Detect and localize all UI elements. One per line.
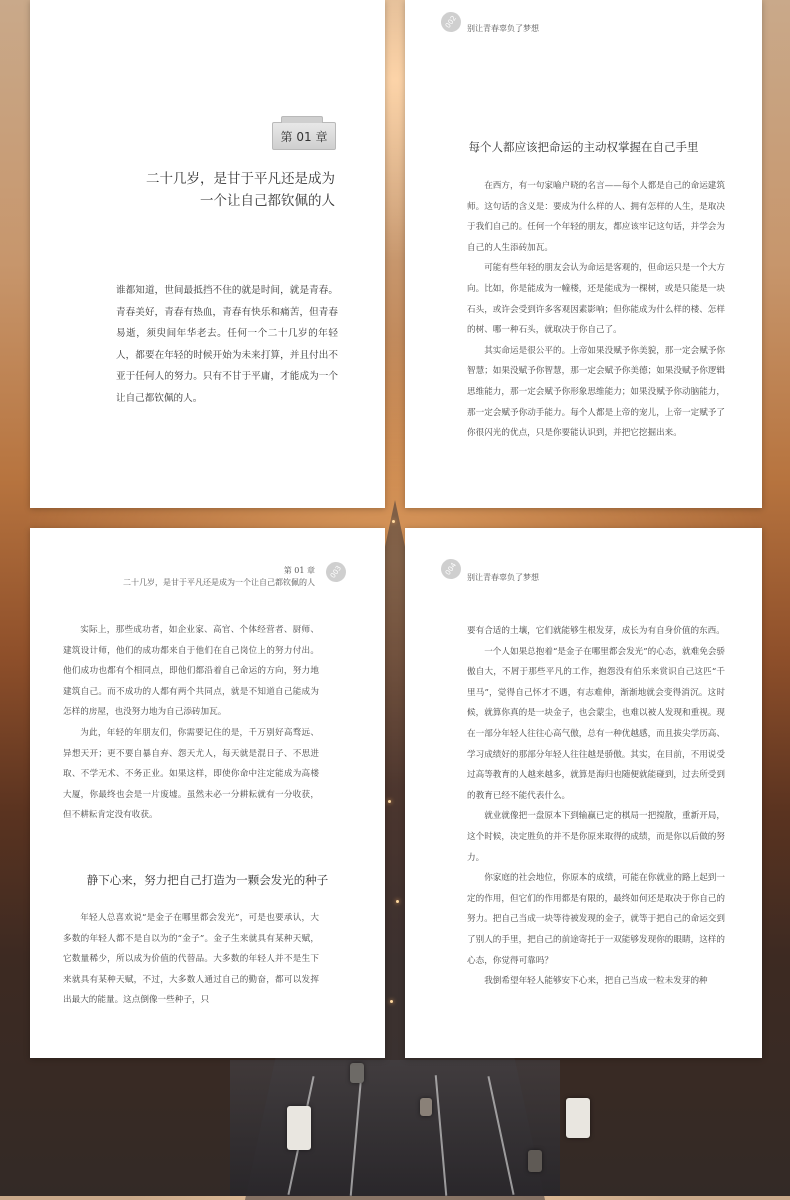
running-head: 别让青春辜负了梦想 xyxy=(467,573,539,582)
distant-light xyxy=(396,900,399,903)
body-text xyxy=(63,908,319,1011)
paragraph: 年轻人总喜欢说“是金子在哪里都会发光”，可是也要承认，大多数的年轻人都不是自以为的“金子”。金子生来就具有某种天赋，它数量稀少，所以成为价值的代替品。大多数的年轻人并不是生下来就具有某种天赋，不过，大多数人通过自己的勤奋，都可以发挥出最大的能量。这点倒像一些种子，只 xyxy=(63,913,319,1006)
page-number-badge xyxy=(322,558,350,586)
paragraph: 可能有些年轻的朋友会认为命运是客观的，但命运只是一个大方向。比如，你是能成为一幢楼，还是能成为一棵树，或是只能是一块石头，或许会受到许多客观因素影响；但你能成为什么样的楼、怎样的树、哪一种石头，就取决于你自己了。 xyxy=(467,263,725,336)
page-number: 004 xyxy=(443,561,459,577)
chapter-intro: 谁都知道，世间最抵挡不住的就是时间，就是青春。青春美好，青春有热血，青春有快乐和痛苦，但青春易逝，须臾间年华老去。任何一个二十几岁的年轻人，都要在年轻的时候开始为未来打算，并且付出不亚于任何人的努力。只有不甘于平庸，才能成为一个让自己都钦佩的人。 xyxy=(116,285,338,404)
paragraph: 实际上，那些成功者，如企业家、高官、个体经营者、厨师、建筑设计师，他们的成功都来自于他们在自己岗位上的努力付出。他们成功也都有个相同点，即他们都沿着自己命运的方向，努力地建筑自己。而不成功的人都有两个共同点，就是不知道自己能成为怎样的房屋，也没努力地为自己添砖加瓦。 xyxy=(63,625,319,718)
book-page-chapter-opener xyxy=(30,0,385,508)
distant-light xyxy=(390,1000,393,1003)
body-text xyxy=(467,176,725,444)
chapter-title xyxy=(146,168,335,212)
book-page-003 xyxy=(30,528,385,1058)
page-number-badge xyxy=(437,555,465,583)
page-number: 002 xyxy=(443,14,459,30)
section-heading: 每个人都应该把命运的主动权掌握在自己手里 xyxy=(468,140,699,154)
paragraph: 你家庭的社会地位，你原本的成绩，可能在你就业的路上起到一定的作用，但它们的作用都是有限的，最终如何还是取决于你自己的努力。把自己当成一块等待被发现的金子，就等于把自己的命运交到了别人的手里，把自己的前途寄托于一双能够发现你的眼睛，这样的心态，你觉得可靠吗？ xyxy=(467,873,725,966)
page-number-badge xyxy=(437,8,465,36)
running-head-title: 二十几岁，是甘于平凡还是成为一个让自己都钦佩的人 xyxy=(123,578,315,587)
distant-light xyxy=(388,800,391,803)
paragraph: 要有合适的土壤，它们就能够生根发芽，成长为有自身价值的东西。 xyxy=(467,626,725,636)
car xyxy=(350,1063,364,1083)
paragraph: 其实命运是很公平的。上帝如果没赋予你美貌，那一定会赋予你智慧；如果没赋予你智慧，那一定会赋予你美德；如果没赋予你逻辑思维能力，那一定会赋予你形象思维能力；如果没赋予你动脑能力，那一定会赋予你动手能力。每个人都是上帝的宠儿，上帝一定赋予了你很闪光的优点，只是你要能认识到，并把它挖掘出来。 xyxy=(467,345,725,439)
chapter-title-line: 一个让自己都钦佩的人 xyxy=(200,193,335,209)
book-page-002 xyxy=(405,0,762,508)
distant-light xyxy=(392,520,395,523)
paragraph: 就业就像把一盘原本下到输赢已定的棋局一把搅散，重新开局，这个时候，决定胜负的并不是你原来取得的成绩，而是你以后做的努力。 xyxy=(467,811,725,863)
paragraph: 在西方，有一句家喻户晓的名言——每个人都是自己的命运建筑师。这句话的含义是：要成为什么样的人、拥有怎样的人生，是取决于我们自己的。任何一个年轻的朋友，都应该牢记这句话，并学会为自己的人生添砖加瓦。 xyxy=(467,181,725,253)
paragraph: 为此，年轻的年朋友们，你需要记住的是，千万别好高骛远、异想天开；更不要自暴自弃、怨天尤人，每天就是混日子、不思进取、不学无术、不务正业。如果这样，即使你命中注定能成为高楼大厦，你最终也会是一片废墟。虽然未必一分耕耘就有一分收获，但不耕耘肯定没有收获。 xyxy=(63,727,319,821)
chapter-label: 第 01 章 xyxy=(280,129,328,144)
chapter-badge xyxy=(272,122,336,150)
book-page-004 xyxy=(405,528,762,1058)
section-heading: 静下心来，努力把自己打造为一颗会发光的种子 xyxy=(86,873,329,887)
running-head-chapter: 第 01 章 xyxy=(283,566,315,575)
truck xyxy=(566,1098,590,1138)
running-head: 别让青春辜负了梦想 xyxy=(467,24,539,33)
running-head xyxy=(123,565,315,589)
truck xyxy=(287,1106,311,1150)
page-number: 003 xyxy=(328,564,344,580)
chapter-title-line: 二十几岁，是甘于平凡还是成为 xyxy=(146,171,335,187)
car xyxy=(420,1098,432,1116)
car xyxy=(528,1150,542,1172)
body-text xyxy=(467,621,725,992)
paragraph: 我倒希望年轻人能够安下心来，把自己当成一粒未发芽的种 xyxy=(484,976,708,987)
paragraph: 一个人如果总抱着“是金子在哪里都会发光”的心态，就难免会骄傲自大，不屑于那些平凡的工作，抱怨没有伯乐来赏识自己这匹“千里马”，觉得自己怀才不遇，有志难伸，渐渐地就会变得消沉。这时候，就算你真的是一块金子，也会蒙尘，也难以被人发现和重视。现在一部分年轻人往往心高气傲，总有一种优越感，而且拔尖学历高、学习成绩好的那部分年轻人往往越是骄傲。其实，在目前，不用说受过高等教育的人越来越多，就算是海归也随便就能碰到，过去所受到的教育已经不能代表什么。 xyxy=(467,646,726,801)
body-text xyxy=(63,620,319,826)
